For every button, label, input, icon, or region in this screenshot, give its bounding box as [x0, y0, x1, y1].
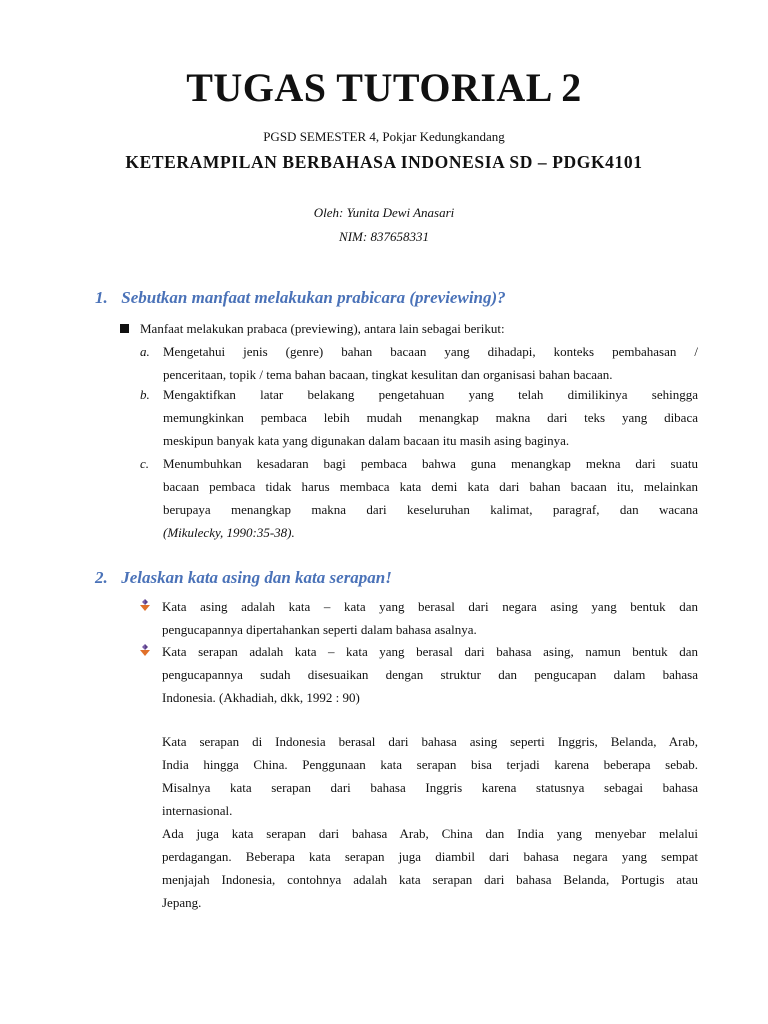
question-1-number: 1. [95, 288, 108, 307]
definition-item-kata-asing [140, 595, 698, 641]
item-line: penceritaan, topik / tema bahan bacaan, tingkat kesulitan dan organisasi bahan bacaan. [163, 367, 613, 382]
paragraph-line: Jepang. [162, 895, 202, 910]
question-2-heading [95, 568, 392, 588]
paragraph-line: internasional. [162, 803, 233, 818]
answer-item-b [140, 383, 698, 452]
answer-item-c [140, 452, 698, 544]
paragraph-line: Kata serapan di Indonesia berasal dari bahasa asing seperti Inggris, Belanda, Arab, [162, 734, 698, 749]
paragraph-serapan-origin [162, 730, 698, 822]
student-id: NIM: 837658331 [339, 229, 429, 244]
document-title: TUGAS TUTORIAL 2 [186, 65, 582, 110]
question-1-heading [95, 288, 506, 308]
paragraph-line: perdagangan. Beberapa kata serapan juga diambil dari bahasa negara yang sempat [162, 849, 698, 864]
question-2-text: Jelaskan kata asing dan kata serapan! [121, 568, 392, 587]
paragraph-line: Ada juga kata serapan dari bahasa Arab, China dan India yang menyebar melalui [162, 826, 698, 841]
item-line: Menumbuhkan kesadaran bagi pembaca bahwa guna menangkap mekna dari suatu [163, 456, 698, 471]
item-line: Mengaktifkan latar belakang pengetahuan yang telah dimilikinya sehingga [163, 387, 698, 402]
square-bullet-icon [120, 324, 129, 333]
item-line: memungkinkan pembaca lebih mudah menangkap makna dari teks yang dibaca [163, 410, 698, 425]
citation: (Mikulecky, 1990:35-38). [163, 525, 295, 540]
item-line: meskipun banyak kata yang digunakan dalam bacaan itu masih asing baginya. [163, 433, 570, 448]
item-line: pengucapannya sudah disesuaikan dengan struktur dan pengucapan dalam bahasa [162, 667, 698, 682]
question-2-number: 2. [95, 568, 108, 587]
course-title: KETERAMPILAN BERBAHASA INDONESIA SD – PDGK4101 [125, 152, 643, 172]
item-letter: b. [140, 387, 150, 402]
item-line: Indonesia. (Akhadiah, dkk, 1992 : 90) [162, 690, 360, 705]
question-1-intro [120, 320, 505, 338]
paragraph-line: menjajah Indonesia, contohnya adalah kata serapan dari bahasa Belanda, Portugis atau [162, 872, 698, 887]
paragraph-line: India hingga China. Penggunaan kata serapan bisa terjadi karena beberapa sebab. [162, 757, 698, 772]
answer-item-a [140, 340, 698, 386]
item-line: bacaan pembaca tidak harus membaca kata demi kata dari bahan bacaan itu, melainkan [163, 479, 698, 494]
document-subtitle: PGSD SEMESTER 4, Pokjar Kedungkandang [263, 129, 505, 144]
item-letter: c. [140, 456, 150, 471]
item-line: pengucapannya dipertahankan seperti dalam bahasa asalnya. [162, 622, 477, 637]
question-1-text: Sebutkan manfaat melakukan prabicara (previewing)? [121, 288, 506, 307]
item-line: Mengetahui jenis (genre) bahan bacaan yang dihadapi, konteks pembahasan / [163, 344, 698, 359]
paragraph-serapan-trade [162, 822, 698, 914]
item-line: Kata serapan adalah kata – kata yang berasal dari bahasa asing, namun bentuk dan [162, 644, 698, 659]
author-name: Oleh: Yunita Dewi Anasari [313, 205, 455, 220]
definition-item-kata-serapan [140, 640, 698, 709]
arrow-bullet-icon [140, 599, 150, 611]
arrow-bullet-icon [140, 644, 150, 656]
intro-text: Manfaat melakukan prabaca (previewing), antara lain sebagai berikut: [140, 321, 505, 336]
item-line: berupaya menangkap makna dari keseluruhan kalimat, paragraf, dan wacana [163, 502, 698, 517]
paragraph-line: Misalnya kata serapan dari bahasa Inggris karena statusnya sebagai bahasa [162, 780, 698, 795]
item-line: Kata asing adalah kata – kata yang berasal dari negara asing yang bentuk dan [162, 599, 698, 614]
item-letter: a. [140, 344, 150, 359]
